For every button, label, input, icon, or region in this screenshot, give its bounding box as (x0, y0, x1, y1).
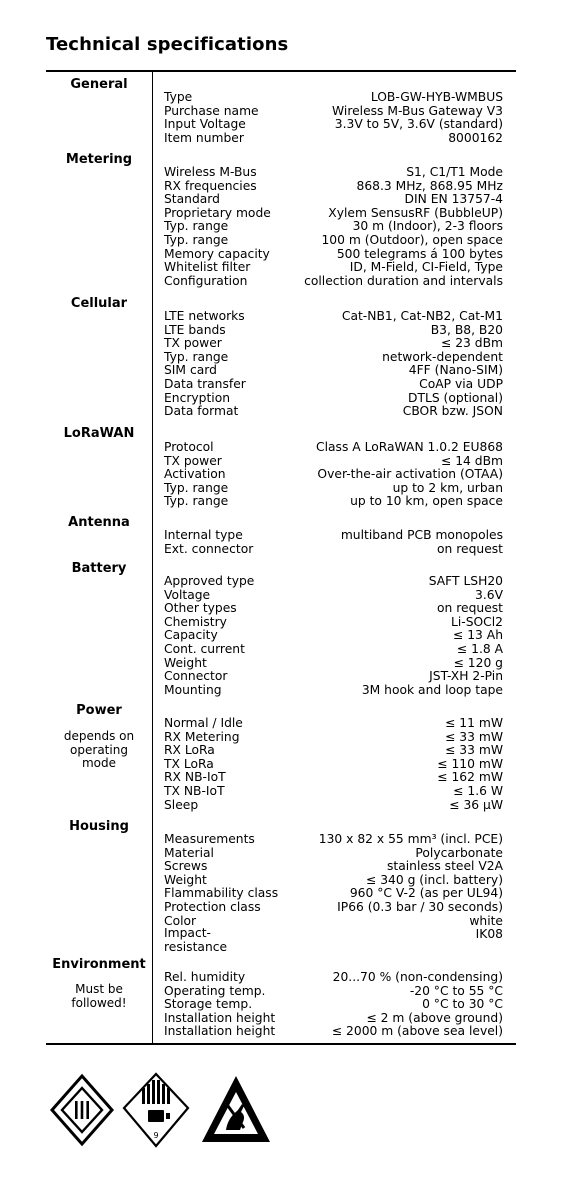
spec-row (164, 233, 503, 247)
spec-key: Operating temp. (164, 983, 266, 998)
spec-key: TX LoRa (164, 756, 214, 771)
esd-warning-icon (198, 1070, 274, 1150)
spec-key: Purchase name (164, 103, 259, 118)
spec-value: LOB-GW-HYB-WMBUS (370, 90, 503, 104)
spec-key: Typ. range (164, 233, 229, 247)
spec-value: JST-XH 2-Pin (429, 669, 503, 684)
spec-value: 500 telegrams á 100 bytes (336, 246, 503, 261)
spec-key: Data format (164, 404, 239, 419)
spec-row (164, 997, 503, 1011)
spec-key: Other types (164, 601, 237, 616)
section-label: Antenna (68, 515, 130, 530)
spec-row (164, 784, 503, 798)
spec-value: ≤ 2000 m (above sea level) (331, 1024, 503, 1039)
top-rule (46, 70, 516, 72)
spec-row (164, 336, 503, 350)
spec-value: 4FF (Nano-SIM) (408, 363, 503, 378)
spec-key: RX LoRa (164, 743, 215, 758)
spec-value: collection duration and intervals (304, 273, 503, 288)
spec-key: Voltage (164, 587, 211, 602)
spec-value: 3.6V (475, 587, 503, 602)
spec-value: DTLS (optional) (408, 390, 503, 405)
spec-value: ≤ 33 mW (445, 729, 503, 744)
spec-value: -20 °C to 55 °C (409, 983, 503, 998)
spec-key: Protection class (164, 900, 261, 914)
spec-key: Sleep (164, 797, 199, 812)
svg-text:9: 9 (153, 1131, 159, 1140)
spec-value: 20...70 % (non-condensing) (332, 970, 503, 984)
spec-row (164, 481, 503, 495)
spec-value: ≤ 2 m (above ground) (366, 1010, 503, 1025)
spec-row (164, 454, 503, 468)
spec-row (164, 683, 503, 697)
spec-value: 130 x 82 x 55 mm³ (incl. PCE) (318, 832, 503, 846)
spec-row (164, 528, 503, 542)
section-label: Housing (69, 819, 129, 834)
section-label: General (70, 77, 128, 92)
spec-value: DIN EN 13757-4 (404, 192, 503, 207)
spec-row (164, 323, 503, 337)
section-note: Must be followed! (71, 982, 127, 1010)
spec-value: ≤ 11 mW (445, 716, 503, 730)
spec-key: Chemistry (164, 614, 227, 629)
spec-value: ≤ 23 dBm (441, 336, 503, 351)
spec-key: TX power (164, 453, 222, 468)
spec-key: TX NB-IoT (164, 784, 225, 798)
spec-key: Typ. range (164, 494, 229, 509)
spec-key: RX NB-IoT (164, 770, 226, 785)
spec-row (164, 1011, 503, 1025)
spec-key: Typ. range (164, 349, 229, 364)
spec-row (164, 165, 503, 179)
spec-key: Typ. range (164, 219, 229, 234)
spec-row (164, 601, 503, 615)
spec-value: network-dependent (382, 349, 503, 364)
spec-value: 8000162 (448, 130, 503, 145)
spec-key: Encryption (164, 390, 231, 405)
spec-key: Normal / Idle (164, 716, 243, 730)
spec-value: on request (437, 541, 503, 556)
spec-row (164, 494, 503, 508)
spec-row (164, 391, 503, 405)
spec-value: 0 °C to 30 °C (422, 997, 503, 1012)
spec-row (164, 642, 503, 656)
spec-row (164, 363, 503, 377)
spec-row (164, 757, 503, 771)
section-label: Battery (71, 561, 127, 576)
spec-row (164, 206, 503, 220)
spec-key: SIM card (164, 363, 217, 378)
spec-key: Type (164, 90, 193, 104)
spec-value: S1, C1/T1 Mode (406, 165, 503, 179)
spec-key: Data transfer (164, 377, 246, 391)
spec-key: LTE bands (164, 322, 226, 337)
spec-value: 868.3 MHz, 868.95 MHz (356, 178, 503, 193)
spec-key: Storage temp. (164, 997, 253, 1012)
spec-row (164, 179, 503, 193)
spec-row (164, 628, 503, 642)
spec-row (164, 542, 503, 556)
spec-row (164, 846, 503, 860)
spec-key: Item number (164, 130, 244, 145)
spec-value: 960 °C V-2 (as per UL94) (349, 886, 503, 901)
spec-value: stainless steel V2A (386, 859, 503, 874)
spec-row (164, 716, 503, 730)
spec-value: 3.3V to 5V, 3.6V (standard) (334, 117, 503, 132)
spec-key: Material (164, 845, 214, 860)
spec-row (164, 90, 503, 104)
spec-key: Memory capacity (164, 246, 270, 261)
spec-key: Weight (164, 872, 207, 887)
spec-row (164, 615, 503, 629)
spec-value: CBOR bzw. JSON (402, 404, 503, 419)
spec-value: SAFT LSH20 (428, 574, 503, 588)
page-title: Technical specifications (46, 34, 289, 55)
spec-row (164, 588, 503, 602)
spec-value: ≤ 110 mW (437, 756, 503, 771)
spec-row (164, 117, 503, 131)
spec-key: Configuration (164, 273, 248, 288)
spec-key: Weight (164, 655, 207, 670)
spec-value: ≤ 1.8 A (456, 642, 503, 656)
spec-key: Activation (164, 467, 226, 482)
spec-key: Installation height (164, 1024, 276, 1039)
spec-value: IP66 (0.3 bar / 30 seconds) (337, 900, 503, 914)
spec-key: Proprietary mode (164, 205, 271, 220)
column-divider (152, 72, 153, 1043)
spec-value: Xylem SensusRF (BubbleUP) (328, 205, 503, 220)
spec-key: Input Voltage (164, 117, 246, 132)
spec-key: Capacity (164, 628, 218, 643)
spec-row (164, 970, 503, 984)
spec-value: ≤ 340 g (incl. battery) (366, 872, 503, 887)
spec-key: Flammability class (164, 886, 279, 901)
spec-key: Rel. humidity (164, 970, 246, 984)
spec-value: 100 m (Outdoor), open space (321, 233, 503, 247)
spec-row (164, 984, 503, 998)
spec-key: Ext. connector (164, 541, 254, 556)
spec-row (164, 926, 503, 954)
spec-value: Polycarbonate (415, 845, 503, 860)
spec-row (164, 104, 503, 118)
spec-row (164, 873, 503, 887)
spec-row (164, 669, 503, 683)
spec-key: TX power (164, 336, 222, 351)
bottom-rule (46, 1043, 516, 1045)
spec-row (164, 350, 503, 364)
section-label: Cellular (70, 296, 128, 311)
section-label: LoRaWAN (63, 426, 135, 441)
spec-row (164, 832, 503, 846)
spec-value: B3, B8, B20 (430, 322, 503, 337)
spec-key: Internal type (164, 528, 243, 542)
spec-key: Installation height (164, 1010, 276, 1025)
spec-row (164, 247, 503, 261)
spec-value: ≤ 162 mW (437, 770, 503, 785)
spec-value: IK08 (475, 927, 503, 942)
spec-value: Li-SOCl2 (450, 614, 503, 629)
spec-value: up to 2 km, urban (392, 480, 503, 495)
spec-row (164, 730, 503, 744)
spec-row (164, 404, 503, 418)
hazard-class-9-icon (120, 1070, 192, 1150)
section-label: Environment (52, 957, 146, 972)
spec-key: Approved type (164, 574, 255, 588)
spec-value: ≤ 33 mW (445, 743, 503, 758)
spec-value: Cat-NB1, Cat-NB2, Cat-M1 (341, 309, 503, 323)
spec-value: on request (437, 601, 503, 616)
spec-value: Wireless M-Bus Gateway V3 (332, 103, 503, 118)
spec-key: Typ. range (164, 480, 229, 495)
spec-value: ≤ 13 Ah (453, 628, 503, 643)
spec-row (164, 770, 503, 784)
spec-value: ≤ 36 μW (449, 797, 503, 812)
spec-key: Standard (164, 192, 220, 207)
spec-value: Class A LoRaWAN 1.0.2 EU868 (316, 440, 503, 454)
spec-row (164, 1024, 503, 1038)
spec-key: Mounting (164, 682, 222, 697)
spec-value: CoAP via UDP (419, 377, 503, 391)
spec-key: Connector (164, 669, 228, 684)
spec-value: up to 10 km, open space (350, 494, 503, 509)
spec-value: ID, M-Field, CI-Field, Type (349, 260, 503, 275)
spec-row (164, 309, 503, 323)
spec-row (164, 131, 503, 145)
spec-key: Wireless M-Bus (164, 165, 257, 179)
spec-key: Measurements (164, 832, 255, 846)
weee-class-iii-icon (46, 1070, 118, 1150)
spec-row (164, 656, 503, 670)
spec-key: Whitelist filter (164, 260, 251, 275)
spec-value: ≤ 14 dBm (441, 453, 503, 468)
spec-row (164, 467, 503, 481)
spec-row (164, 886, 503, 900)
spec-row (164, 743, 503, 757)
spec-key: Impact-resistance (164, 926, 228, 954)
spec-row (164, 440, 503, 454)
spec-key: Cont. current (164, 642, 245, 656)
spec-value: ≤ 1.6 W (453, 784, 503, 798)
spec-key: Color (164, 913, 197, 928)
spec-value: multiband PCB monopoles (340, 528, 503, 542)
spec-row (164, 377, 503, 391)
spec-value: white (469, 913, 503, 928)
spec-value: ≤ 120 g (453, 655, 503, 670)
spec-key: Protocol (164, 440, 214, 454)
spec-value: 3M hook and loop tape (361, 682, 503, 697)
section-label: Power (76, 703, 122, 718)
spec-row (164, 859, 503, 873)
spec-row (164, 219, 503, 233)
spec-value: Over-the-air activation (OTAA) (317, 467, 503, 482)
spec-row (164, 274, 503, 288)
spec-key: Screws (164, 859, 208, 874)
spec-key: RX frequencies (164, 178, 257, 193)
spec-row (164, 260, 503, 274)
spec-row (164, 900, 503, 914)
spec-row (164, 798, 503, 812)
spec-value: 30 m (Indoor), 2-3 floors (352, 219, 503, 234)
spec-key: LTE networks (164, 309, 245, 323)
spec-row (164, 574, 503, 588)
spec-row (164, 914, 503, 928)
spec-key: RX Metering (164, 729, 240, 744)
section-label: Metering (65, 152, 133, 167)
section-note: depends on operating mode (63, 729, 135, 771)
spec-row (164, 192, 503, 206)
